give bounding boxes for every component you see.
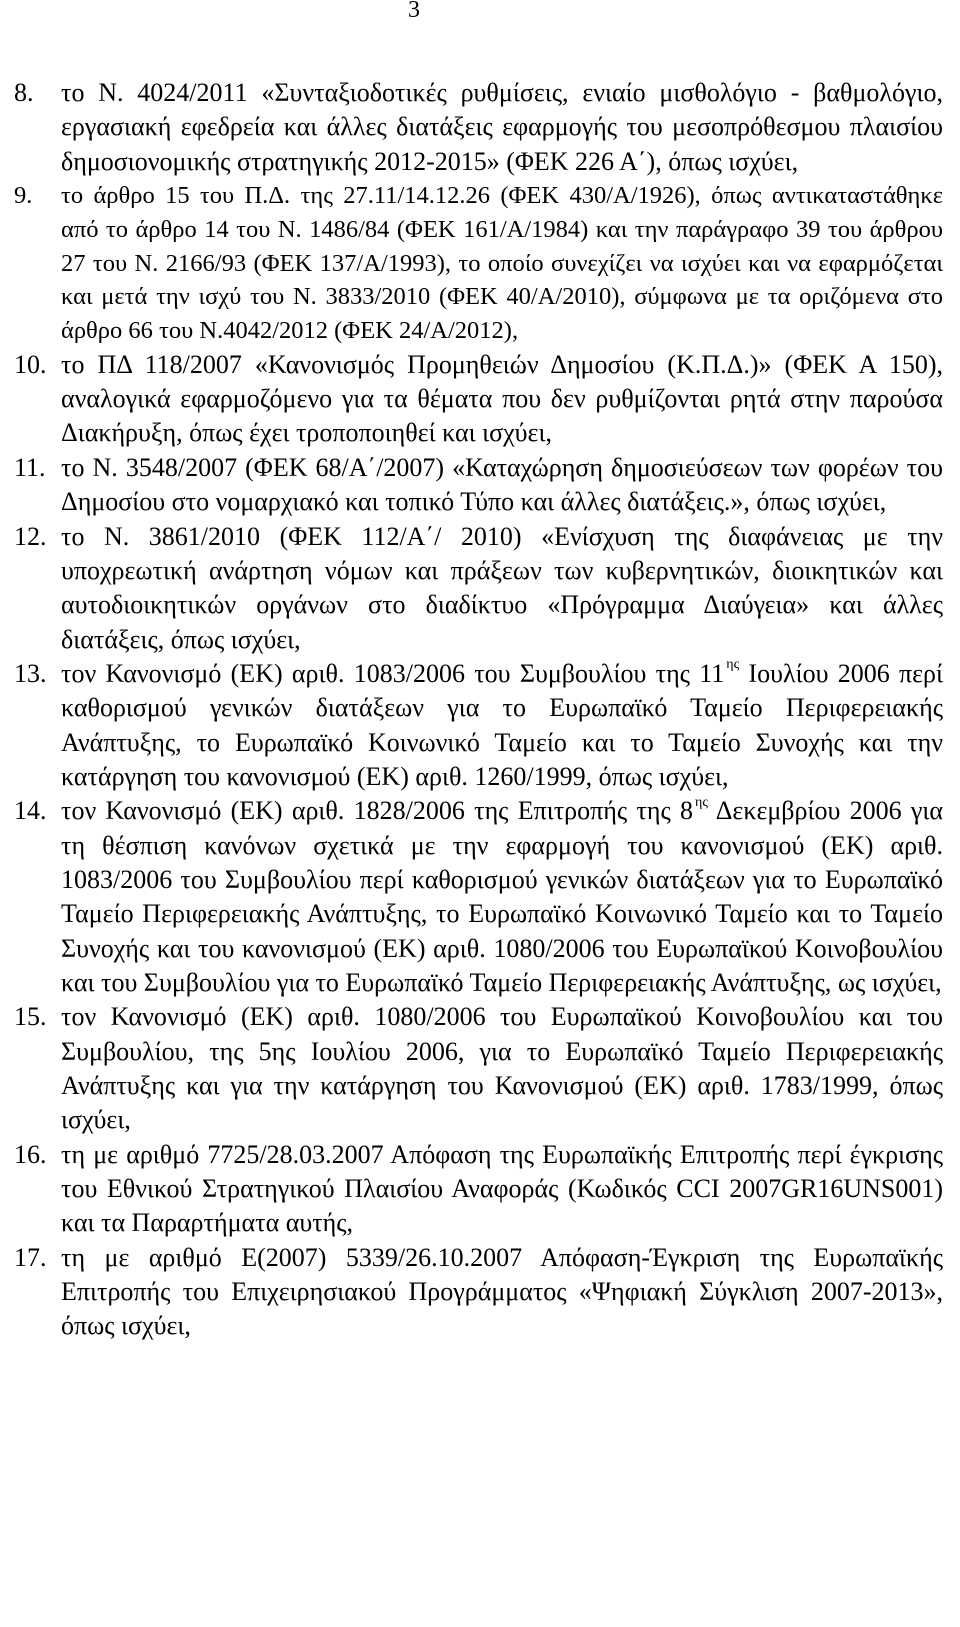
item-text-start: τον Κανονισμό (ΕΚ) αριθ. 1083/2006 του Συμβουλίου της 11 [61,658,725,688]
item-number: 14. [14,796,47,826]
list-item [0,1000,960,1137]
list-item [0,1138,960,1241]
legal-references-list [0,76,960,1344]
item-text [61,657,943,794]
item-number: 8. [14,78,34,107]
item-text: το Ν. 3548/2007 (ΦΕΚ 68/Α΄/2007) «Καταχώρηση δημοσιεύσεων των φορέων του Δημοσίου στο νομαρχιακό και τοπικό Τύπο και άλλες διατάξεις.», όπως ισχύει, [61,452,943,517]
item-number: 13. [14,658,47,688]
item-number: 11. [14,452,46,482]
item-number: 15. [14,1002,47,1032]
item-number: 10. [14,349,47,379]
ordinal-suffix: ης [726,657,740,673]
item-text: το Ν. 3861/2010 (ΦΕΚ 112/Α΄/ 2010) «Ενίσχυση της διαφάνειας με την υποχρεωτική ανάρτηση νόμων και πράξεων των κυβερνητικών, διοικητικών και αυτοδιοικητικών οργάνων στο διαδίκτυο «Πρόγραμμα Διαύγεια» και άλλες διατάξεις, όπως ισχύει, [61,521,943,654]
item-text: το Ν. 4024/2011 «Συνταξιοδοτικές ρυθμίσεις, ενιαίο μισθολόγιο - βαθμολόγιο, εργασιακή εφεδρεία και άλλες διατάξεις εφαρμογής του μεσοπρόθεσμου πλαισίου δημοσιονομικής στρατηγικής 2012-2015» (ΦΕΚ 226 Α΄), όπως ισχύει, [61,78,943,176]
item-text: τη με αριθμό Ε(2007) 5339/26.10.2007 Απόφαση-Έγκριση της Ευρωπαϊκής Επιτροπής του Επιχειρησιακού Προγράμματος «Ψηφιακή Σύγκλιση 2007-2013», όπως ισχύει, [61,1242,943,1341]
item-number: 16. [14,1139,47,1169]
list-item [0,179,960,348]
ordinal-suffix: ης [695,794,708,810]
item-number: 12. [14,521,47,551]
list-item [0,520,960,657]
item-text [61,794,943,1000]
item-number: 17. [14,1242,47,1272]
item-text: το άρθρο 15 του Π.Δ. της 27.11/14.12.26 (ΦΕΚ 430/Α/1926), όπως αντικαταστάθηκε από το άρθρο 14 του Ν. 1486/84 (ΦΕΚ 161/Α/1984) και την παράγραφο 39 του άρθρου 27 του Ν. 2166/93 (ΦΕΚ 137/Α/1993), το οποίο συνεχίζει να ισχύει και να εφαρμόζεται και μετά την ισχύ του Ν. 3833/2010 (ΦΕΚ 40/Α/2010), σύμφωνα με τα οριζόμενα στο άρθρο 66 του Ν.4042/2012 (ΦΕΚ 24/Α/2012), [61,182,943,345]
item-text-end: Ιουλίου 2006 περί καθορισμού γενικών διατάξεων για το Ευρωπαϊκό Ταμείο Περιφερειακής Ανάπτυξης, το Ευρωπαϊκό Κοινωνικό Ταμείο και το Ταμείο Συνοχής και την κατάργηση του κανονισμού (ΕΚ) αριθ. 1260/1999, όπως ισχύει, [61,658,944,791]
list-item [0,451,960,520]
page-number: 3 [408,0,420,23]
item-text-end: Δεκεμβρίου 2006 για τη θέσπιση κανόνων σχετικά με την εφαρμογή του κανονισμού (ΕΚ) αριθ. 1083/2006 του Συμβουλίου περί καθορισμού γενικών διατάξεων για το Ευρωπαϊκό Ταμείο Περιφερειακής Ανάπτυξης, το Ευρωπαϊκό Κοινωνικό Ταμείο και το Ταμείο Συνοχής και του κανονισμού (ΕΚ) αριθ. 1080/2006 του Ευρωπαϊκού Κοινοβουλίου και του Συμβουλίου για το Ευρωπαϊκό Ταμείο Περιφερειακής Ανάπτυξης, ως ισχύει, [61,796,943,997]
list-item [0,76,960,179]
list-item [0,794,960,1000]
item-text-start: τον Κανονισμό (ΕΚ) αριθ. 1828/2006 της Επιτροπής της 8 [61,796,694,826]
item-text: τον Κανονισμό (ΕΚ) αριθ. 1080/2006 του Ευρωπαϊκού Κοινοβουλίου και του Συμβουλίου, της 5ης Ιουλίου 2006, για το Ευρωπαϊκό Ταμείο Περιφερειακής Ανάπτυξης και για την κατάργηση του Κανονισμού (ΕΚ) αριθ. 1783/1999, όπως ισχύει, [61,1002,943,1135]
list-item [0,1241,960,1344]
item-text: το ΠΔ 118/2007 «Κανονισμός Προμηθειών Δημοσίου (Κ.Π.Δ.)» (ΦΕΚ Α 150), αναλογικά εφαρμοζόμενο για τα θέματα που δεν ρυθμίζονται ρητά στην παρούσα Διακήρυξη, όπως έχει τροποποιηθεί και ισχύει, [61,349,943,448]
list-item [0,657,960,794]
list-item [0,348,960,451]
item-number: 9. [14,182,33,210]
item-text: τη με αριθμό 7725/28.03.2007 Απόφαση της Ευρωπαϊκής Επιτροπής περί έγκρισης του Εθνικού Στρατηγικού Πλαισίου Αναφοράς (Κωδικός CCI 2007GR16UNS001) και τα Παραρτήματα αυτής, [61,1139,943,1238]
